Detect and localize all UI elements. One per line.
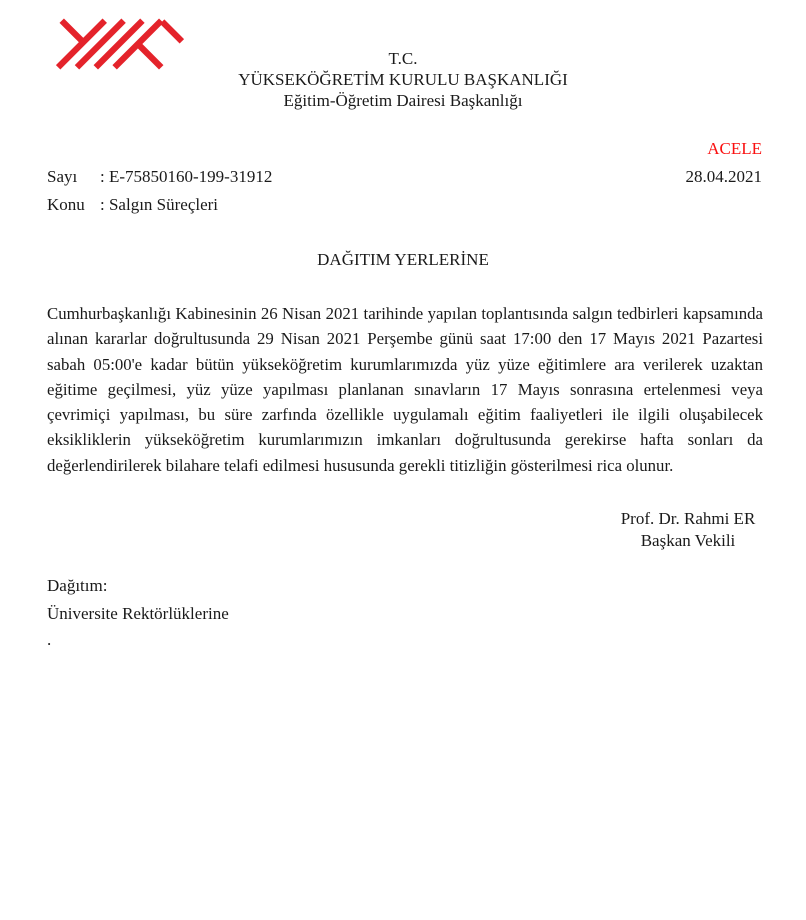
body-paragraph: Cumhurbaşkanlığı Kabinesinin 26 Nisan 2021 tarihinde yapılan toplantısında salgın tedbirleri kapsamında alınan kararlar doğrultusunda 29 Nisan 2021 Perşembe günü saat 17:00 den 17 Mayıs 2021 Pazartesi sabah 05:00'e kadar bütün yükseköğretim kurumlarımızda yüz yüze eğitimlere ara verilerek uzaktan eğitime geçilmesi, yüz yüze yapılması planlanan sınavların 17 Mayıs sonrasına ertelenmesi veya çevrimiçi yapılması, bu süre zarfında özellikle uygulamalı eğitim faaliyetleri ile ilgili oluşabilecek eksikliklerin yükseköğretim kurumlarımızın imkanları doğrultusunda gerekirse hafta sonları da değerlendirilerek bilahare telafi edilmesi hususunda gerekli titizliğin gösterilmesi rica olunur. [47, 304, 763, 475]
letter-date: 28.04.2021 [685, 167, 762, 186]
konu-row [47, 194, 762, 215]
letterhead-organization: YÜKSEKÖĞRETİM KURULU BAŞKANLIĞI [238, 70, 568, 89]
letterhead-department: Eğitim-Öğretim Dairesi Başkanlığı [283, 91, 523, 110]
distribution-block [47, 576, 806, 650]
yok-logo-icon [55, 18, 185, 70]
sayi-line [47, 166, 272, 187]
sayi-row [47, 166, 762, 187]
yok-logo [55, 18, 185, 75]
sayi-label: Sayı [47, 167, 78, 186]
letterhead-tc: T.C. [388, 49, 418, 68]
signatory-name: Prof. Dr. Rahmi ER [620, 509, 756, 529]
signatory-title: Başkan Vekili [640, 531, 736, 551]
recipient-line: DAĞITIM YERLERİNE [317, 250, 489, 269]
konu-label: Konu [47, 195, 85, 214]
distribution-trailing-mark: . [47, 630, 52, 650]
distribution-item: Üniversite Rektörlüklerine [47, 604, 229, 624]
konu-value: : Salgın Süreçleri [100, 195, 219, 214]
meta-block [47, 139, 762, 215]
urgency-label: ACELE [707, 139, 762, 158]
signature-block [598, 508, 778, 552]
sayi-value: : E-75850160-199-31912 [100, 167, 273, 186]
distribution-label: Dağıtım: [47, 576, 108, 596]
